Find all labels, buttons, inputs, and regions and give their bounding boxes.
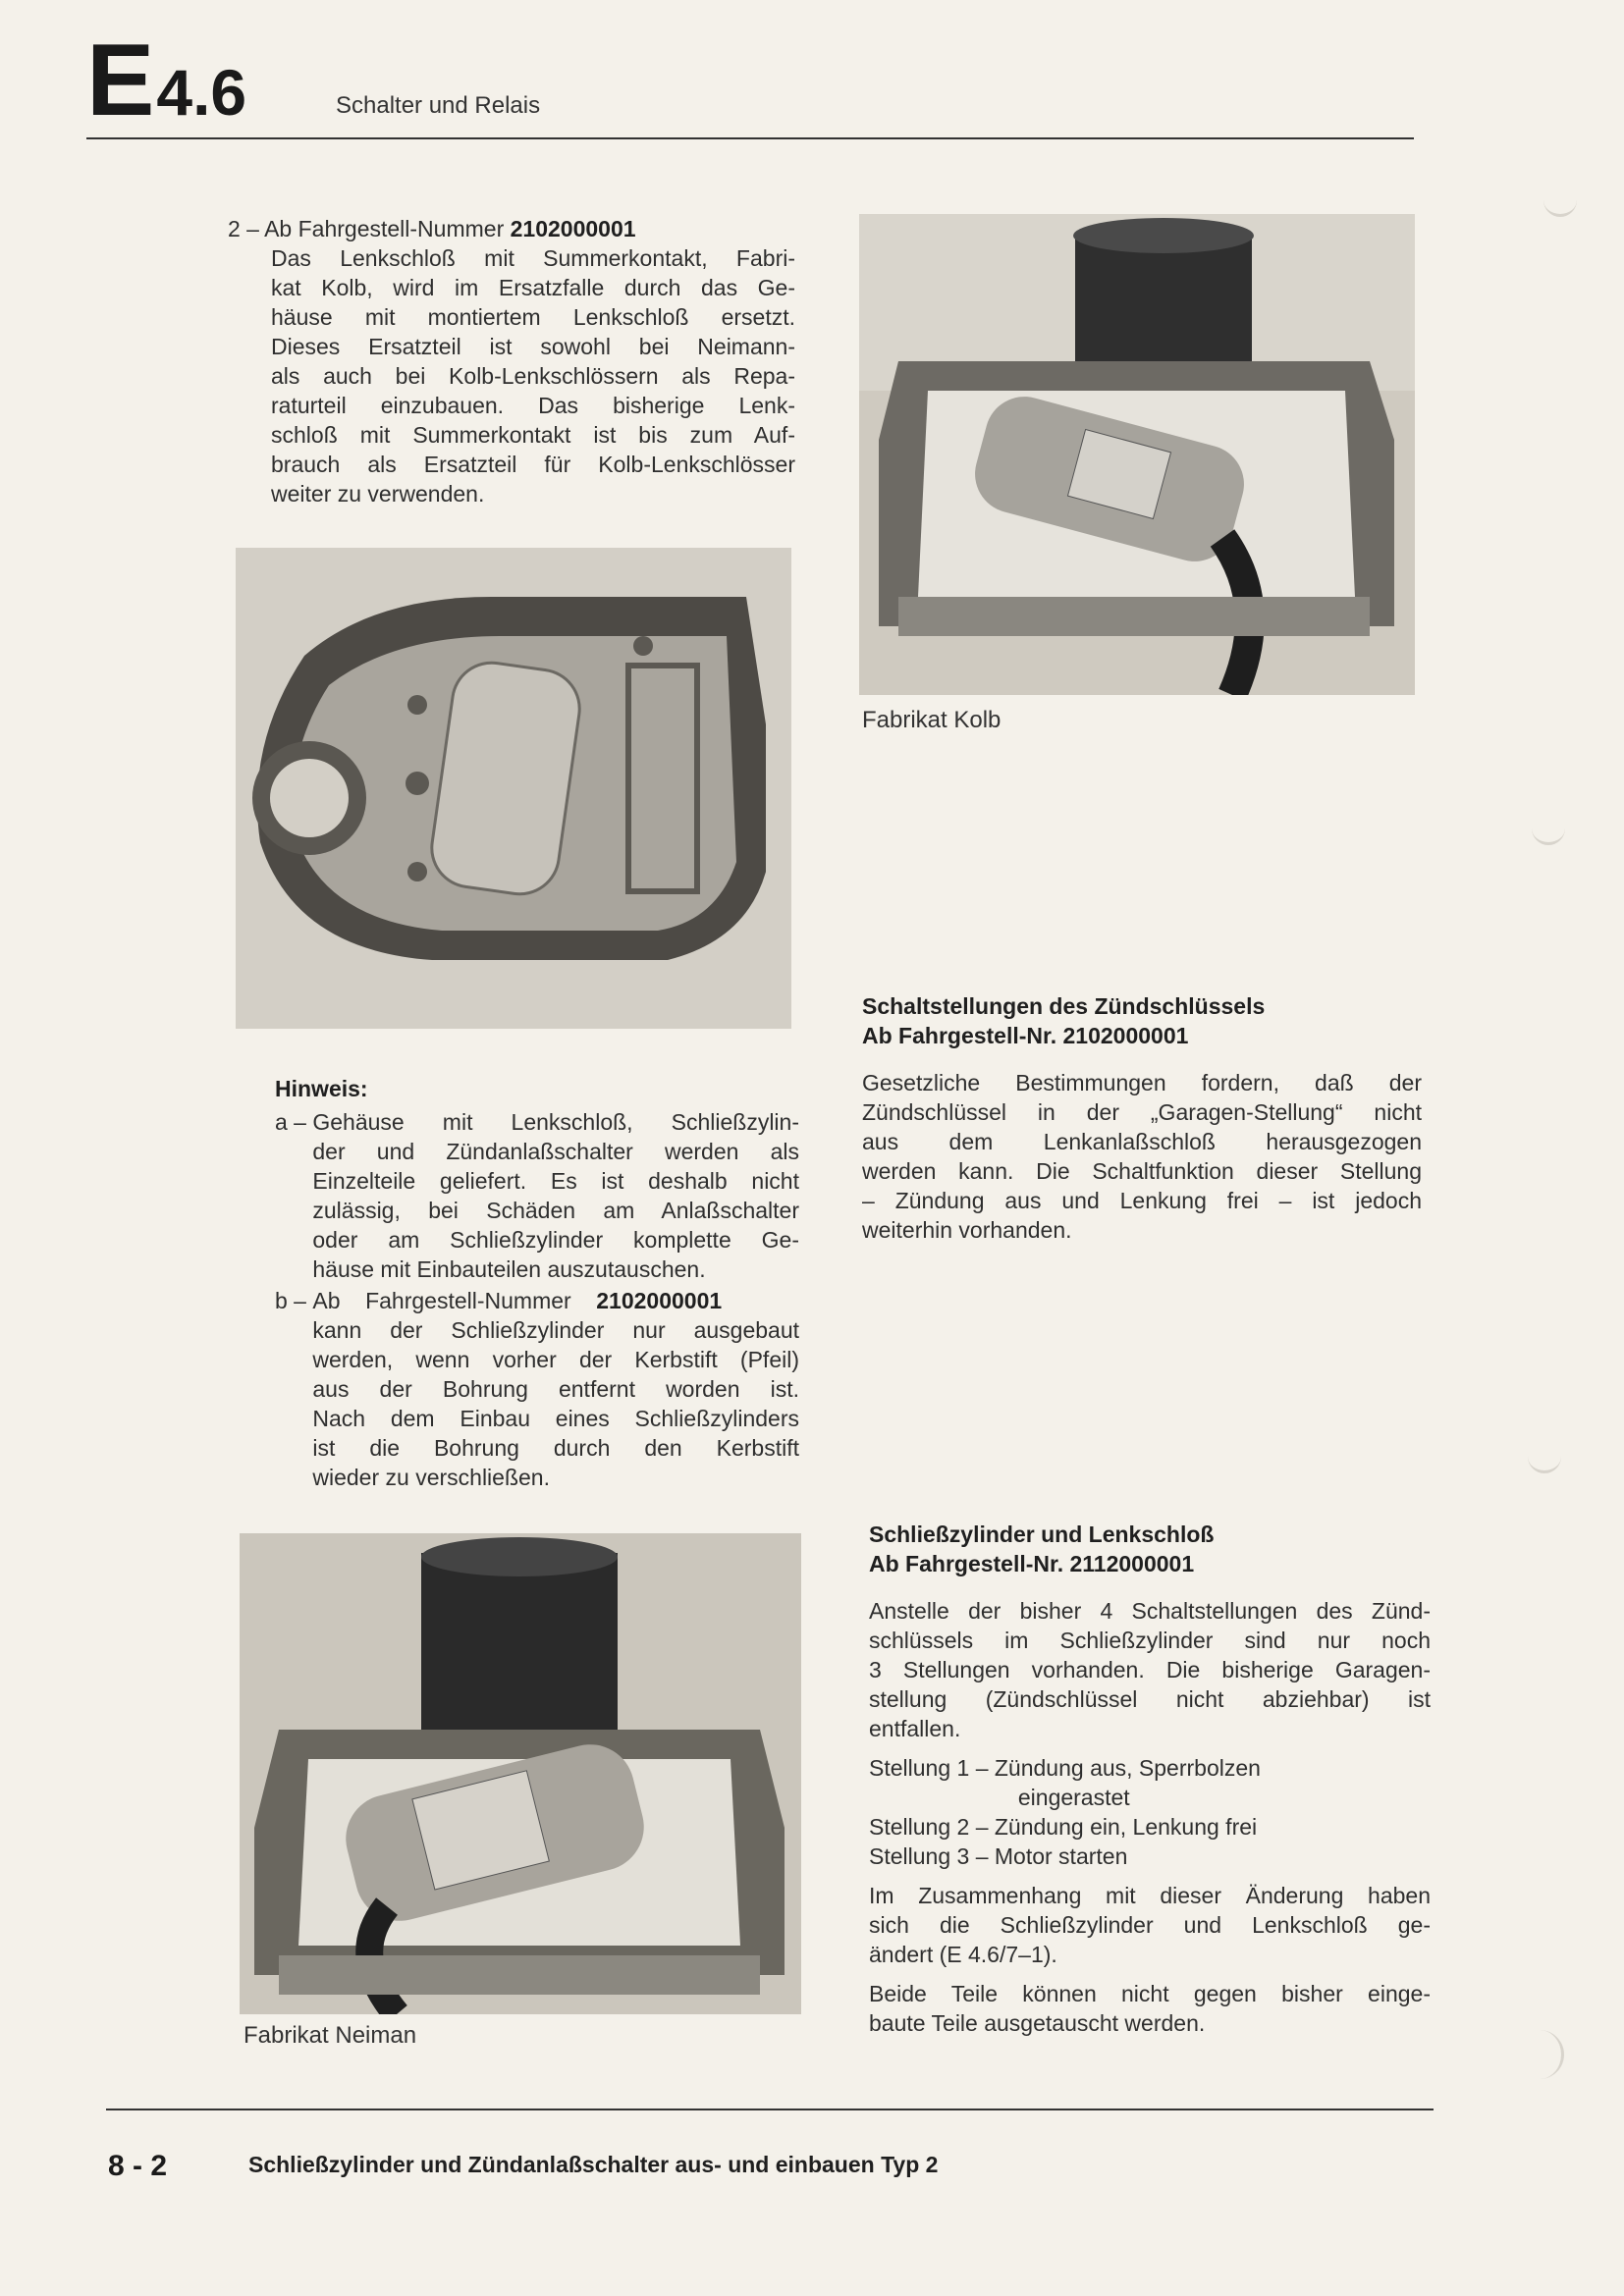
position-label: Stellung 3 – <box>869 1843 995 1869</box>
final-paragraph <box>869 1979 1431 2038</box>
intro-line: als auch bei Kolb-Lenkschlössern als Repa- <box>271 363 795 389</box>
photo-neiman-illustration <box>240 1533 801 2014</box>
hinweis-a-label: a – <box>275 1109 313 1135</box>
schliesszylinder-section <box>869 1520 1431 2038</box>
photo-kolb-illustration <box>859 214 1415 695</box>
caption-kolb: Fabrikat Kolb <box>862 707 1001 733</box>
schaltstellungen-line: werden kann. Die Schaltfunktion dieser Stellung <box>862 1158 1422 1184</box>
photo-neiman-lock <box>240 1533 801 2014</box>
hinweis-line: kann der Schließzylinder nur ausgebaut <box>312 1317 799 1343</box>
position-text: Zündung ein, Lenkung frei <box>994 1814 1258 1840</box>
intro-body <box>228 243 795 508</box>
position-item <box>869 1812 1431 1842</box>
schliesszylinder-line: stellung (Zündschlüssel nicht abziehbar) ist <box>869 1686 1431 1712</box>
photo-housing <box>236 548 791 1029</box>
footer-title: Schließzylinder und Zündanlaßschalter aus- und einbauen Typ 2 <box>248 2152 939 2177</box>
intro-heading <box>228 214 795 243</box>
hinweis-line: Einzelteile geliefert. Es ist deshalb nicht <box>312 1168 799 1194</box>
hinweis-line: aus der Bohrung entfernt worden ist. <box>312 1376 799 1402</box>
hinweis-line: werden, wenn vorher der Kerbstift (Pfeil) <box>312 1347 799 1372</box>
schliesszylinder-line: 3 Stellungen vorhanden. Die bisherige Garagen- <box>869 1657 1431 1682</box>
hinweis-heading: Hinweis: <box>275 1076 368 1101</box>
position-text: Zündung aus, Sperrbolzen <box>994 1755 1261 1781</box>
hinweis-b-prefix: Ab Fahrgestell-Nummer <box>312 1288 597 1313</box>
hinweis-line: häuse mit Einbauteilen auszutauschen. <box>312 1256 706 1282</box>
hinweis-line: der und Zündanlaßschalter werden als <box>312 1139 799 1164</box>
hinweis-b-label: b – <box>275 1288 313 1313</box>
schaltstellungen-body <box>862 1068 1422 1245</box>
schliesszylinder-line: entfallen. <box>869 1716 961 1741</box>
change-line: Im Zusammenhang mit dieser Änderung haben <box>869 1883 1431 1908</box>
intro-line: weiter zu verwenden. <box>271 481 485 507</box>
page-title: Schalter und Relais <box>336 92 541 119</box>
schaltstellungen-heading: Schaltstellungen des Zündschlüssels <box>862 993 1266 1019</box>
final-line: Beide Teile können nicht gegen bisher einge- <box>869 1981 1431 2006</box>
photo-housing-illustration <box>236 548 791 1029</box>
schliesszylinder-line: Anstelle der bisher 4 Schaltstellungen des Zünd- <box>869 1598 1431 1624</box>
position-label: Stellung 2 – <box>869 1814 995 1840</box>
hinweis-item-b <box>275 1286 799 1492</box>
schaltstellungen-line: Gesetzliche Bestimmungen fordern, daß der <box>862 1070 1422 1095</box>
punch-mark <box>1543 196 1577 217</box>
section-code <box>86 24 247 137</box>
hinweis-b-body <box>312 1286 799 1492</box>
position-label: Stellung 1 – <box>869 1755 995 1781</box>
hinweis-b-chassis-number: 2102000001 <box>596 1288 723 1313</box>
intro-line: Das Lenkschloß mit Summerkontakt, Fabri- <box>271 245 795 271</box>
hinweis-line: oder am Schließzylinder komplette Ge- <box>312 1227 799 1253</box>
schliesszylinder-subheading: Ab Fahrgestell-Nr. 2112000001 <box>869 1551 1195 1576</box>
position-list <box>869 1753 1431 1871</box>
schaltstellungen-subheading: Ab Fahrgestell-Nr. 2102000001 <box>862 1023 1189 1048</box>
section-letter: E <box>86 24 153 137</box>
hinweis-section <box>275 1074 799 1492</box>
page-number: 8 - 2 <box>108 2150 168 2182</box>
change-paragraph <box>869 1881 1431 1969</box>
photo-kolb-lock <box>859 214 1415 695</box>
footer-rule <box>106 2109 1434 2110</box>
header-rule <box>86 137 1414 139</box>
schliesszylinder-intro <box>869 1596 1431 1743</box>
section-number: 4.6 <box>156 56 247 129</box>
intro-line: schloß mit Summerkontakt ist bis zum Auf- <box>271 422 795 448</box>
schaltstellungen-line: weiterhin vorhanden. <box>862 1217 1072 1243</box>
hinweis-b-first-line <box>312 1286 799 1315</box>
schliesszylinder-line: schlüssels im Schließzylinder sind nur noch <box>869 1628 1431 1653</box>
schaltstellungen-line: – Zündung aus und Lenkung frei – ist jedoch <box>862 1188 1422 1213</box>
position-text-cont: eingerastet <box>1017 1785 1130 1810</box>
intro-chassis-number: 2102000001 <box>510 216 636 241</box>
intro-line: raturteil einzubauen. Das bisherige Lenk- <box>271 393 795 418</box>
intro-line: brauch als Ersatzteil für Kolb-Lenkschlösser <box>271 452 795 477</box>
position-item <box>869 1753 1431 1812</box>
hinweis-line: ist die Bohrung durch den Kerbstift <box>312 1435 799 1461</box>
intro-section <box>228 214 795 508</box>
intro-label: 2 – Ab Fahrgestell-Nummer <box>228 216 511 241</box>
hinweis-line: Gehäuse mit Lenkschloß, Schließzylin- <box>312 1109 799 1135</box>
position-item <box>869 1842 1431 1871</box>
caption-neiman: Fabrikat Neiman <box>244 2022 417 2049</box>
hinweis-line: Nach dem Einbau eines Schließzylinders <box>312 1406 799 1431</box>
hinweis-line: wieder zu verschließen. <box>312 1465 550 1490</box>
punch-mark <box>1528 1453 1561 1473</box>
hinweis-a-body <box>312 1107 799 1284</box>
change-line: ändert (E 4.6/7–1). <box>869 1942 1057 1967</box>
punch-mark <box>1532 825 1565 845</box>
intro-line: Dieses Ersatzteil ist sowohl bei Neimann- <box>271 334 795 359</box>
hinweis-item-a <box>275 1107 799 1284</box>
hinweis-line: zulässig, bei Schäden am Anlaßschalter <box>312 1198 799 1223</box>
position-body <box>995 1753 1431 1812</box>
position-text: Motor starten <box>994 1843 1128 1869</box>
schaltstellungen-section <box>862 991 1422 1245</box>
schaltstellungen-line: Zündschlüssel in der „Garagen-Stellung“ nicht <box>862 1099 1422 1125</box>
punch-mark <box>1530 2030 1564 2079</box>
schliesszylinder-heading: Schließzylinder und Lenkschloß <box>869 1522 1215 1547</box>
schaltstellungen-line: aus dem Lenkanlaßschloß herausgezogen <box>862 1129 1422 1154</box>
change-line: sich die Schließzylinder und Lenkschloß ge- <box>869 1912 1431 1938</box>
final-line: baute Teile ausgetauscht werden. <box>869 2010 1206 2036</box>
intro-line: häuse mit montiertem Lenkschloß ersetzt. <box>271 304 795 330</box>
intro-line: kat Kolb, wird im Ersatzfalle durch das Ge- <box>271 275 795 300</box>
